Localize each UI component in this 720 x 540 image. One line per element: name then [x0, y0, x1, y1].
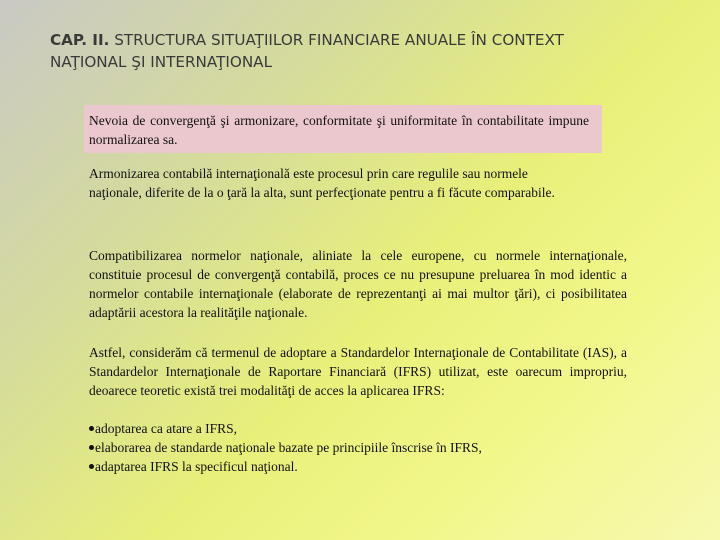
list-item [89, 457, 627, 476]
bullet-icon [89, 464, 94, 469]
slide-title-line-1 [50, 29, 690, 51]
highlight-text: Nevoia de convergenţă şi armonizare, conformitate şi uniformitate în contabilitate impune normalizarea sa. [89, 113, 589, 147]
paragraph-astfel: Astfel, considerăm că termenul de adoptare a Standardelor Internaţionale de Contabilitate (IAS), a Standardelor Internaţionale de Raportare Financiară (IFRS) utilizat, este oarecum impropriu, deoarece teoretic există trei modalităţi de acces la aplicarea IFRS: [89, 345, 627, 398]
list-item [89, 419, 627, 438]
paragraph-armonizare: Armonizarea contabilă internaţională este procesul prin care regulile sau normele naţionale, diferite de la o ţară la alta, sunt perfecţionate pentru a fi făcute comparabile. [89, 166, 555, 200]
bullet-icon [89, 426, 94, 431]
bullet-icon [89, 445, 94, 450]
list-item-text: elaborarea de standarde naţionale bazate pe principiile înscrise în IFRS, [95, 440, 482, 455]
slide-title [50, 29, 690, 73]
list-item [89, 438, 627, 457]
list-item-text: adoptarea ca atare a IFRS, [95, 421, 238, 436]
slide-title-line-2: NAŢIONAL ŞI INTERNAŢIONAL [50, 53, 273, 71]
chapter-label: CAP. II. [50, 31, 110, 49]
list-item-text: adaptarea IFRS la specificul naţional. [95, 459, 298, 474]
access-modes-list [89, 419, 627, 476]
title-text-1: STRUCTURA SITUAŢIILOR FINANCIARE ANUALE ÎN CONTEXT [109, 31, 564, 49]
paragraph-compatibilizare: Compatibilizarea normelor naţionale, aliniate la cele europene, cu normele internaţionale, constituie procesul de convergenţă contabilă, proces ce nu presupune preluarea în mod identic a normelor contabile internaţionale (elaborate de reprezentanţi ai mai multor ţări), ci posibilitatea adaptării acestora la realităţile naţionale. [89, 248, 627, 320]
